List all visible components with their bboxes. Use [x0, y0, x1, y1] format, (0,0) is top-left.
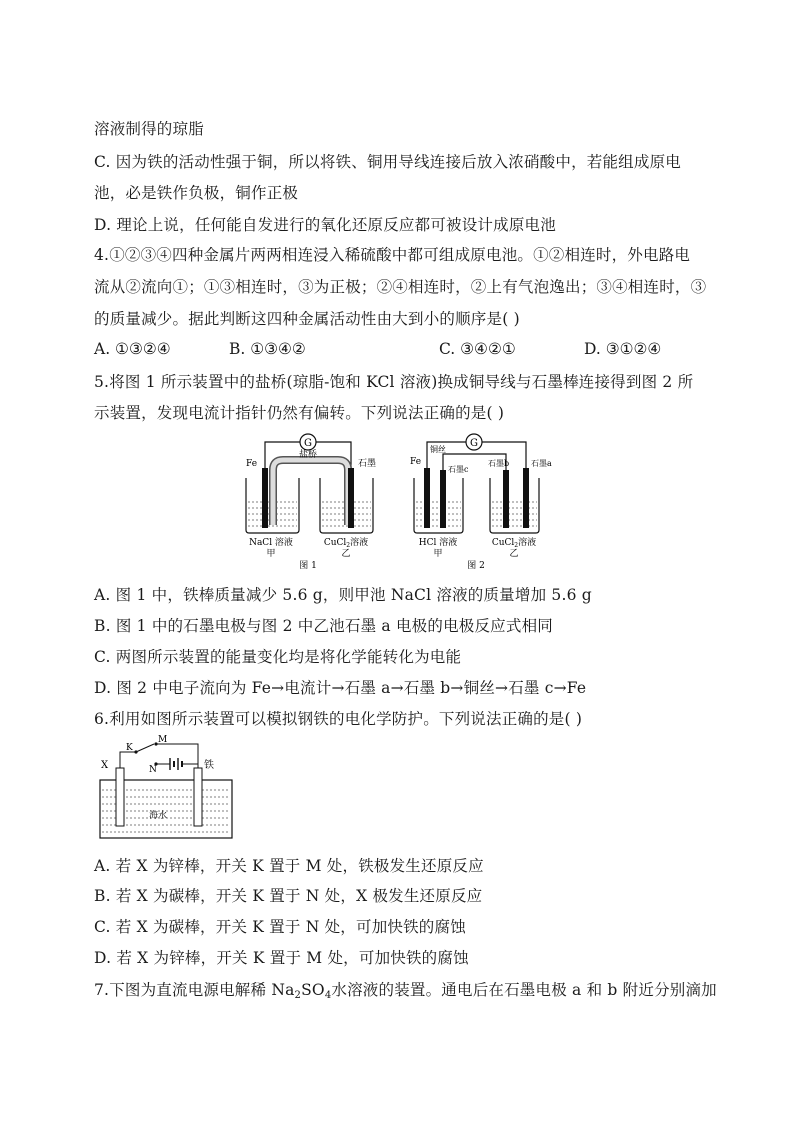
- left-cell-name: 甲: [433, 549, 443, 559]
- k-label: K: [126, 743, 133, 753]
- question-5-line: 示装置，发现电流计指针仍然有偏转。下列说法正确的是( ): [94, 404, 505, 422]
- text-line: 溶液制得的琼脂: [94, 120, 204, 138]
- figure-2-caption: 图 2: [467, 561, 485, 570]
- graphite-b-electrode: [503, 470, 509, 528]
- fe-electrode: [262, 468, 268, 528]
- graphite-b-label: 石墨b: [488, 459, 510, 468]
- x-electrode: [116, 768, 124, 826]
- figure-1-caption: 图 1: [299, 561, 317, 570]
- question-7-line: 7.下图为直流电源电解稀 $Na_2SO_4$水溶液的装置。通电后在石墨电极 a 和 b 附近分别滴加: [94, 981, 717, 1001]
- option-d-line: D. 若 X 为锌棒，开关 K 置于 M 处，可加快铁的腐蚀: [94, 949, 469, 967]
- right-cell-name: 乙: [341, 549, 351, 559]
- question-4-line: 4.①②③④四种金属片两两相连浸入稀硫酸中都可组成原电池。①②相连时，外电路电: [94, 246, 691, 264]
- iron-electrode: [194, 768, 202, 826]
- fe-label: Fe: [246, 459, 258, 469]
- option-c-line: C. 两图所示装置的能量变化均是将化学能转化为电能: [94, 648, 462, 666]
- right-solution-label: CuCl$_2$溶液: [491, 538, 537, 549]
- graphite-a-electrode: [523, 468, 529, 528]
- graphite-c-label: 石墨c: [448, 465, 469, 474]
- option-d-line: D. 理论上说，任何能自发进行的氧化还原反应都可被设计成原电池: [94, 216, 556, 234]
- fe-label: Fe: [410, 457, 422, 467]
- figure-1-diagram: [238, 430, 398, 570]
- galvanometer-label: G: [304, 438, 312, 449]
- salt-bridge-label: 盐桥: [298, 450, 318, 460]
- left-solution-label: NaCl 溶液: [249, 538, 293, 548]
- left-solution-label: HCl 溶液: [418, 538, 458, 548]
- figure-2-diagram: [408, 430, 568, 570]
- salt-bridge: [273, 460, 348, 525]
- question-4-line: 的质量减少。据此判断这四种金属活动性由大到小的顺序是( ): [94, 310, 520, 328]
- question-4-options: [94, 340, 714, 360]
- left-cell-name: 甲: [266, 549, 276, 559]
- text-line: 池，必是铁作负极，铜作正极: [94, 184, 299, 202]
- option-b: B. ①③④②: [229, 340, 306, 358]
- graphite-c-electrode: [440, 470, 446, 528]
- x-label: X: [101, 760, 109, 771]
- switch-k: [136, 744, 154, 752]
- option-a: A. ①③②④: [94, 340, 171, 358]
- option-c-line: C. 因为铁的活动性强于铜，所以将铁、铜用导线连接后放入浓硝酸中，若能组成原电: [94, 153, 681, 171]
- option-a-line: A. 若 X 为锌棒，开关 K 置于 M 处，铁极发生还原反应: [94, 857, 484, 875]
- n-label: N: [149, 765, 157, 775]
- fe-electrode: [424, 468, 430, 528]
- beaker-right: [490, 478, 539, 533]
- option-c: C. ③④②①: [439, 340, 516, 358]
- graphite-a-label: 石墨a: [531, 459, 552, 468]
- figure-3-diagram: [98, 734, 238, 844]
- galvanometer-label: G: [470, 438, 478, 449]
- option-b-line: B. 图 1 中的石墨电极与图 2 中乙池石墨 a 电极的电极反应式相同: [94, 617, 553, 635]
- option-a-line: A. 图 1 中，铁棒质量减少 5.6 g，则甲池 NaCl 溶液的质量增加 5.6 g: [94, 586, 592, 604]
- graphite-electrode: [348, 468, 354, 528]
- question-6-line: 6.利用如图所示装置可以模拟钢铁的电化学防护。下列说法正确的是( ): [94, 710, 583, 728]
- question-5-line: 5.将图 1 所示装置中的盐桥(琼脂-饱和 KCl 溶液)换成铜导线与石墨棒连接得到图 2 所: [94, 373, 694, 391]
- question-4-line: 流从②流向①；①③相连时，③为正极；②④相连时，②上有气泡逸出；③④相连时，③: [94, 278, 707, 296]
- m-label: M: [158, 735, 168, 745]
- option-d-line: D. 图 2 中电子流向为 Fe→电流计→石墨 a→石墨 b→铜丝→石墨 c→Fe: [94, 679, 587, 697]
- graphite-label: 石墨: [358, 459, 377, 469]
- option-d: D. ③①②④: [584, 340, 662, 358]
- iron-label: 铁: [204, 760, 214, 771]
- copper-wire-label: 铜丝: [430, 445, 446, 454]
- right-solution-label: CuCl$_2$溶液: [323, 538, 369, 549]
- beaker-left: [414, 478, 463, 533]
- option-c-line: C. 若 X 为碳棒，开关 K 置于 N 处，可加快铁的腐蚀: [94, 918, 466, 936]
- seawater-label: 海水: [148, 811, 168, 821]
- option-b-line: B. 若 X 为碳棒，开关 K 置于 N 处，X 极发生还原反应: [94, 887, 483, 905]
- right-cell-name: 乙: [509, 549, 519, 559]
